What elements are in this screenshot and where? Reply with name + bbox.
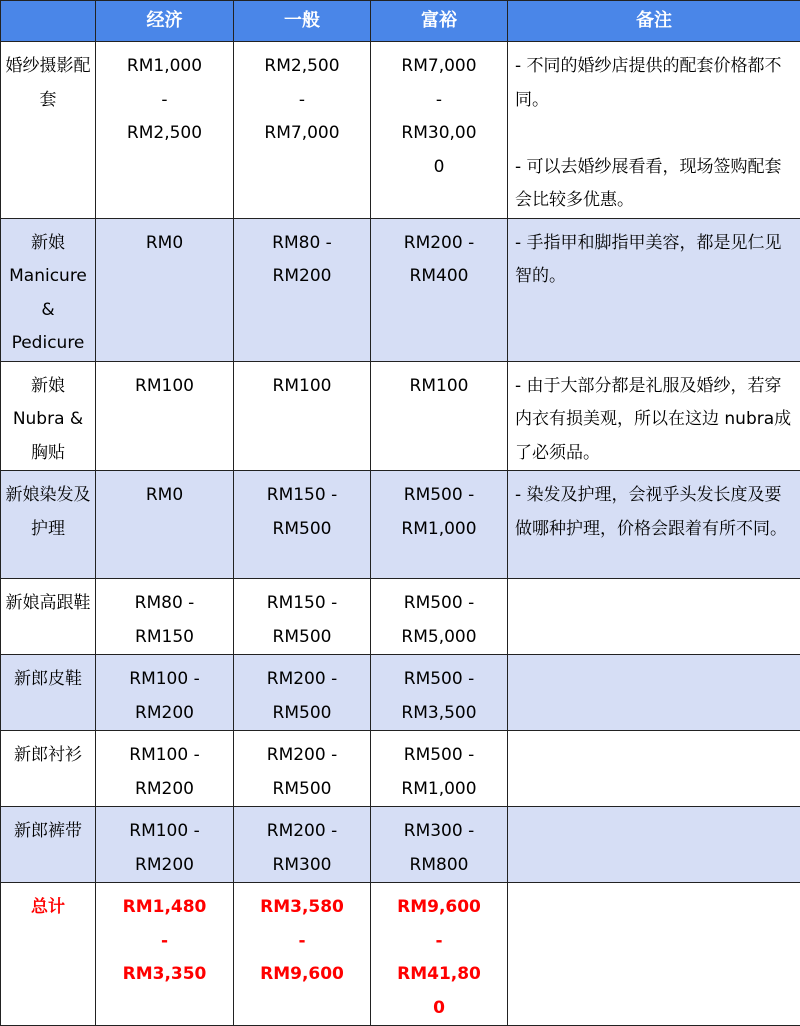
total-row bbox=[1, 883, 800, 1026]
item-cell: 总计 bbox=[1, 883, 96, 1026]
item-cell: 新娘高跟鞋 bbox=[1, 579, 96, 655]
notes-cell bbox=[508, 42, 800, 219]
table-row bbox=[1, 655, 800, 731]
economy-price-cell: RM100 bbox=[96, 361, 234, 471]
note-text: - 可以去婚纱展看看，现场签购配套会比较多优惠。 bbox=[515, 151, 792, 218]
item-cell: 新郎衬衫 bbox=[1, 731, 96, 807]
notes-cell bbox=[508, 218, 800, 361]
rich-price-cell: RM300 - RM800 bbox=[371, 807, 508, 883]
table-row bbox=[1, 807, 800, 883]
notes-cell bbox=[508, 731, 800, 807]
item-cell: 婚纱摄影配套 bbox=[1, 42, 96, 219]
table-row bbox=[1, 471, 800, 579]
rich-price-cell: RM7,000 - RM30,000 bbox=[371, 42, 508, 219]
note-text: - 染发及护理，会视乎头发长度及要做哪种护理，价格会跟着有所不同。 bbox=[515, 479, 792, 546]
table-row bbox=[1, 731, 800, 807]
note-text: - 由于大部分都是礼服及婚纱，若穿内衣有损美观，所以在这边 nubra成了必须品。 bbox=[515, 370, 792, 471]
rich-price-cell: RM500 - RM5,000 bbox=[371, 579, 508, 655]
rich-price-cell: RM9,600 - RM41,800 bbox=[371, 883, 508, 1026]
note-text: - 不同的婚纱店提供的配套价格都不同。 bbox=[515, 50, 792, 117]
header-row bbox=[1, 1, 800, 42]
normal-price-cell: RM200 - RM300 bbox=[234, 807, 371, 883]
table-row bbox=[1, 42, 800, 219]
rich-price-cell: RM500 - RM1,000 bbox=[371, 471, 508, 579]
item-cell: 新娘 Nubra & 胸贴 bbox=[1, 361, 96, 471]
header-item bbox=[1, 1, 96, 42]
notes-cell bbox=[508, 579, 800, 655]
normal-price-cell: RM150 - RM500 bbox=[234, 471, 371, 579]
rich-price-cell: RM500 - RM3,500 bbox=[371, 655, 508, 731]
normal-price-cell: RM80 - RM200 bbox=[234, 218, 371, 361]
economy-price-cell: RM0 bbox=[96, 218, 234, 361]
normal-price-cell: RM2,500 - RM7,000 bbox=[234, 42, 371, 219]
rich-price-cell: RM200 - RM400 bbox=[371, 218, 508, 361]
economy-price-cell: RM80 - RM150 bbox=[96, 579, 234, 655]
item-cell: 新娘染发及护理 bbox=[1, 471, 96, 579]
notes-cell bbox=[508, 807, 800, 883]
economy-price-cell: RM100 - RM200 bbox=[96, 655, 234, 731]
header-notes: 备注 bbox=[508, 1, 800, 42]
table-row bbox=[1, 218, 800, 361]
header-economy: 经济 bbox=[96, 1, 234, 42]
notes-cell bbox=[508, 471, 800, 579]
note-spacer bbox=[515, 117, 792, 151]
normal-price-cell: RM3,580 - RM9,600 bbox=[234, 883, 371, 1026]
table-row bbox=[1, 579, 800, 655]
notes-cell bbox=[508, 361, 800, 471]
normal-price-cell: RM100 bbox=[234, 361, 371, 471]
notes-cell bbox=[508, 883, 800, 1026]
rich-price-cell: RM100 bbox=[371, 361, 508, 471]
header-normal: 一般 bbox=[234, 1, 371, 42]
notes-cell bbox=[508, 655, 800, 731]
table-body bbox=[1, 42, 800, 1026]
item-cell: 新郎皮鞋 bbox=[1, 655, 96, 731]
economy-price-cell: RM1,480 - RM3,350 bbox=[96, 883, 234, 1026]
economy-price-cell: RM1,000 - RM2,500 bbox=[96, 42, 234, 219]
header-rich: 富裕 bbox=[371, 1, 508, 42]
economy-price-cell: RM100 - RM200 bbox=[96, 807, 234, 883]
item-cell: 新郎裤带 bbox=[1, 807, 96, 883]
table-row bbox=[1, 361, 800, 471]
normal-price-cell: RM200 - RM500 bbox=[234, 655, 371, 731]
item-cell: 新娘 Manicure & Pedicure bbox=[1, 218, 96, 361]
normal-price-cell: RM150 - RM500 bbox=[234, 579, 371, 655]
rich-price-cell: RM500 - RM1,000 bbox=[371, 731, 508, 807]
economy-price-cell: RM100 - RM200 bbox=[96, 731, 234, 807]
economy-price-cell: RM0 bbox=[96, 471, 234, 579]
note-text: - 手指甲和脚指甲美容，都是见仁见智的。 bbox=[515, 227, 792, 294]
normal-price-cell: RM200 - RM500 bbox=[234, 731, 371, 807]
